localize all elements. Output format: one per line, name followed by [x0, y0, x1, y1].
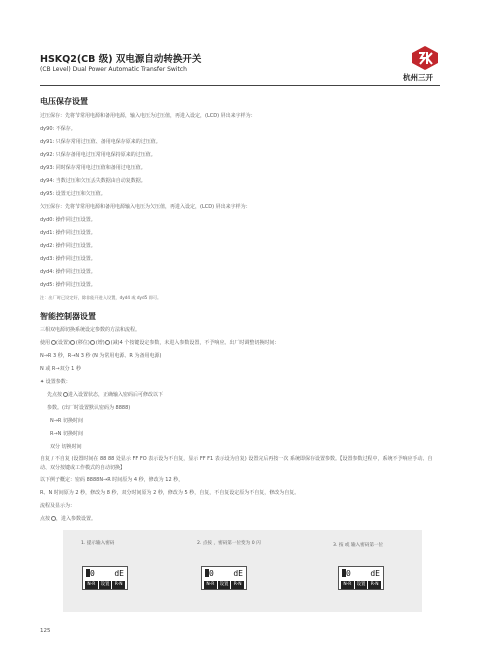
lcd-display-1 — [82, 566, 128, 590]
lcd-right-text: dE — [370, 569, 380, 578]
text-line: dy93: 同时保存常用电过压值和备用过电压值。 — [40, 165, 146, 171]
lcd-display-3 — [338, 566, 384, 590]
page-number: 125 — [40, 628, 51, 634]
text-line: 双分 切换时间 — [50, 444, 82, 450]
lcd-seg-nr: N-R — [85, 581, 98, 589]
note-text: 注：出厂时已设定好，除非能开进入设置，dyd4 或 dyd5 即可。 — [40, 295, 162, 300]
text-line: 过压保存：先将节常用电源和备用电源，输入电压为过压值，再进入设定，(LCD) 屏出来字样为： — [40, 113, 256, 119]
text-fragment: (增) — [95, 340, 105, 346]
param-line — [47, 392, 163, 398]
set-key-icon — [51, 340, 56, 345]
text-line: dy90: 不保存。 — [40, 126, 76, 132]
lcd-seg-nr: N-R — [341, 581, 354, 589]
text-line: 三相双电源切换系统设定参数的方法和流程。 — [40, 327, 141, 333]
page-header — [0, 0, 480, 90]
lcd-seg-nr: N-R — [204, 581, 217, 589]
text-line: R→N 切换时间 — [50, 431, 83, 437]
shift-key-icon — [70, 340, 75, 345]
text-line: dy92: 只保存备用电过压常用电保持原来的过压值。 — [40, 152, 156, 158]
text-line: N 或 R→双分 1 秒 — [40, 366, 81, 372]
text-line: 流程及显示为： — [40, 503, 76, 509]
lcd-seg-rn: R-N — [112, 581, 125, 589]
section-title-controller: 智能控制器设置 — [40, 312, 96, 321]
lcd-right-text: dE — [233, 569, 243, 578]
text-line: dyd4: 操作同过压设置。 — [40, 269, 96, 275]
lcd-seg-set: 设置 — [100, 582, 110, 587]
step-label-3: 3. 按 或 输入密码第一位 — [333, 543, 384, 548]
text-line: dyd1: 操作同过压设置。 — [40, 230, 96, 236]
text-fragment: 使用 — [40, 340, 51, 346]
text-fragment: ，进入参数设置。 — [56, 516, 97, 522]
down-key-icon — [105, 340, 110, 345]
lcd-seg-set: 设置 — [219, 582, 229, 587]
text-line: dyd0: 操作同过压设置。 — [40, 217, 96, 223]
lcd-left-digit: 0 — [209, 569, 214, 578]
lcd-steps-panel — [63, 530, 422, 612]
company-logo-icon — [412, 46, 438, 70]
text-fragment: (减)4 个按键设定参数，未进入参数设置，不予响应。出厂时调整切换时间： — [110, 340, 280, 346]
lcd-seg-set: 设置 — [356, 582, 366, 587]
text-fragment: (移位) — [75, 340, 90, 346]
text-line: 以下例子概定：密码 8888N→R 时间原为 4 秒，修改为 12 秒， — [40, 477, 184, 483]
lcd-right-text: dE — [114, 569, 124, 578]
text-line: R、N 时间原为 2 秒，修改为 8 秒，双分时间原为 2 秒，修改为 5 秒，自复，不自复设定原为不自复，修改为自复。 — [40, 490, 300, 496]
page-subtitle: (CB Level) Dual Power Automatic Transfer Switch — [40, 66, 187, 73]
set-key-icon — [51, 516, 56, 521]
step-label-2: 2. 点按 ，密码第一位变为 0 闪 — [197, 541, 261, 546]
lcd-seg-rn: R-N — [368, 581, 381, 589]
usage-line — [40, 340, 279, 346]
step0-line — [40, 516, 96, 522]
lcd-left-digit: 0 — [90, 569, 95, 578]
text-fragment: 先点按 — [47, 392, 63, 398]
text-line: N→R 切换时间 — [50, 418, 83, 424]
section-title-voltage: 电压保存设置 — [40, 97, 88, 106]
text-line: 欠压保存：先将节常用电源和备用电源输入电压为欠压值，再进入设定，(LCD) 屏出来字样为： — [40, 204, 251, 210]
brand-name: 杭州三开 — [403, 73, 433, 82]
header-divider — [40, 85, 440, 86]
lcd-left-digit: 0 — [346, 569, 351, 578]
text-line: ✦ 设置参数： — [40, 379, 71, 385]
up-key-icon — [90, 340, 95, 345]
text-paragraph: 自复 / 不自复 (设置时间在 88 88 处显示 FF FO 表示设为不自复，显示 FF F1 表示设为自复) 设置完后再按一次 系统即保存设置参数。【设置参数过程中，系统不予响应手动、自动、双分按键或工作模式的自动切换】 — [40, 456, 433, 471]
text-line: dy95: 设置无过压和欠压值。 — [40, 191, 106, 197]
text-fragment: 进入设置状态，正确输入密码后可修改以下 — [68, 392, 164, 398]
text-fragment: 点按 — [40, 516, 51, 522]
lcd-display-2 — [201, 566, 247, 590]
text-line: dyd5: 操作同过压设置。 — [40, 282, 96, 288]
text-fragment: (设置) — [56, 340, 70, 346]
text-line: 参数。(出厂时设置默认密码为 8888) — [47, 405, 131, 411]
text-line: dy91: 只保存常用过压值、备用电保存原来的过压值。 — [40, 139, 161, 145]
lcd-seg-rn: R-N — [231, 581, 244, 589]
step-label-1: 1. 提示输入密码 — [81, 541, 115, 546]
text-line: dy94: 当数过压和欠压丢失数据由自动复数据。 — [40, 178, 146, 184]
set-key-icon — [63, 392, 68, 397]
text-line: dyd2: 操作同过压设置。 — [40, 243, 96, 249]
page-title: HSKQ2(CB 级) 双电源自动转换开关 — [40, 54, 202, 65]
text-line: N→R 3 秒，R→N 3 秒 (N 为常用电源、R 为备用电源) — [40, 353, 162, 359]
text-line: dyd3: 操作同过压设置。 — [40, 256, 96, 262]
